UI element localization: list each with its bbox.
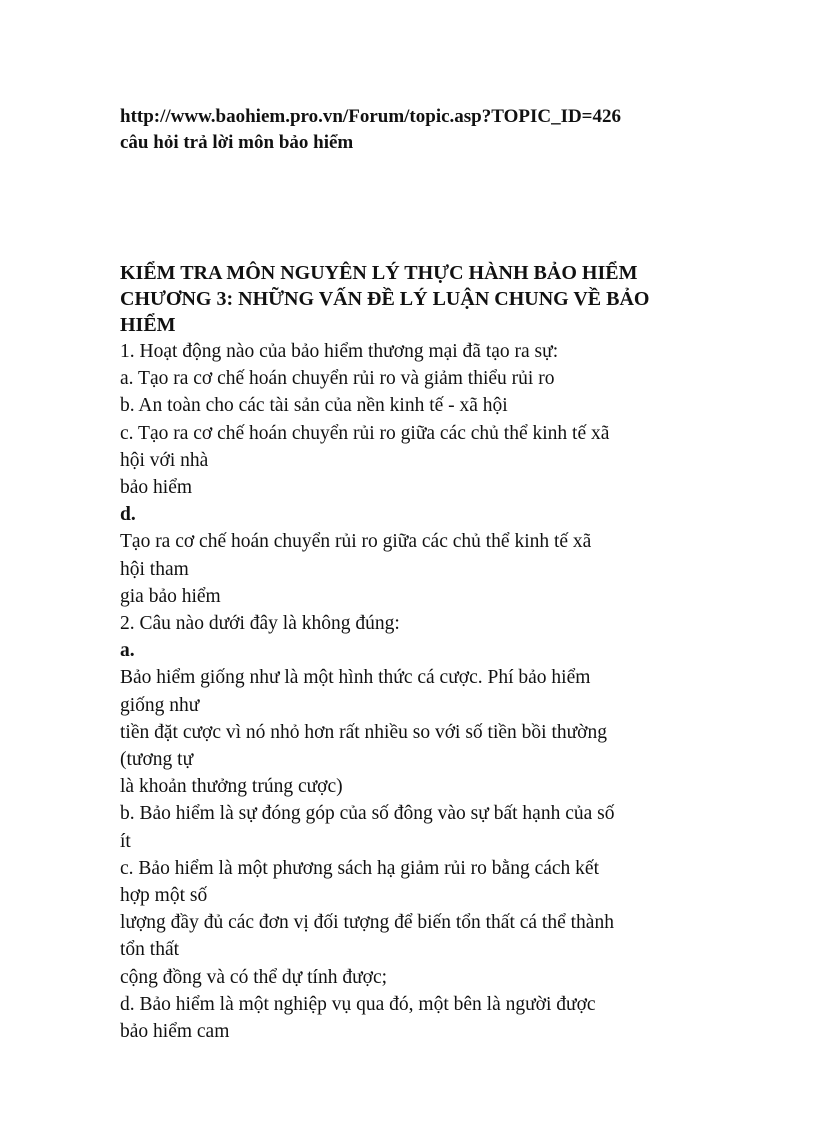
title-line: KIỂM TRA MÔN NGUYÊN LÝ THỰC HÀNH BẢO HIỂM [120,262,638,284]
option-2c-cont: hợp một số [120,885,208,907]
option-2a: Bảo hiểm giống như là một hình thức cá cược. Phí bảo hiểm [120,667,591,689]
option-1d: Tạo ra cơ chế hoán chuyển rủi ro giữa các chủ thể kinh tế xã [120,531,592,553]
title-line: CHƯƠNG 3: NHỮNG VẤN ĐỀ LÝ LUẬN CHUNG VỀ BẢO [120,288,650,310]
option-1d-cont: hội tham [120,558,189,580]
option-2c-cont: cộng đồng và có thể dự tính được; [120,966,388,988]
question-1: 1. Hoạt động nào của bảo hiểm thương mại đã tạo ra sự: [120,341,559,362]
question-2: 2. Câu nào dưới đây là không đúng: [120,613,400,635]
option-2a-label: a. [120,640,135,662]
document-body [120,260,710,1045]
option-2a-cont: tiền đặt cược vì nó nhỏ hơn rất nhiều so với số tiền bồi thường [120,721,607,743]
option-2c-cont: tổn thất [120,939,180,961]
option-2c-cont: lượng đầy đủ các đơn vị đối tượng để biến tổn thất cá thể thành [120,912,614,934]
option-1c-cont: bảo hiểm [120,477,193,499]
option-2d-cont: bảo hiểm cam [120,1021,230,1043]
option-2b-cont: ít [120,830,131,852]
option-2d: d. Bảo hiểm là một nghiệp vụ qua đó, một bên là người được [120,993,596,1015]
option-1b: b. An toàn cho các tài sản của nền kinh tế - xã hội [120,395,508,417]
option-1d-label: d. [120,504,136,526]
option-2b: b. Bảo hiểm là sự đóng góp của số đông vào sự bất hạnh của số [120,803,615,825]
option-1a: a. Tạo ra cơ chế hoán chuyển rủi ro và giảm thiểu rủi ro [120,368,555,390]
option-1c: c. Tạo ra cơ chế hoán chuyển rủi ro giữa các chủ thể kinh tế xã [120,422,610,444]
title-line: HIỂM [120,314,176,336]
option-1d-cont: gia bảo hiểm [120,585,221,607]
option-2a-cont: là khoản thưởng trúng cược) [120,776,343,798]
option-1c-cont: hội với nhà [120,449,209,471]
document-header [120,104,760,156]
option-2a-cont: giống như [120,694,200,716]
source-url[interactable]: http://www.baohiem.pro.vn/Forum/topic.asp?TOPIC_ID=426 [120,106,622,127]
exam-title [120,260,710,338]
option-2c: c. Bảo hiểm là một phương sách hạ giảm rủi ro bằng cách kết [120,857,599,879]
document-subtitle: câu hỏi trả lời môn bảo hiểm [120,132,354,153]
option-2a-cont: (tương tự [120,749,194,771]
